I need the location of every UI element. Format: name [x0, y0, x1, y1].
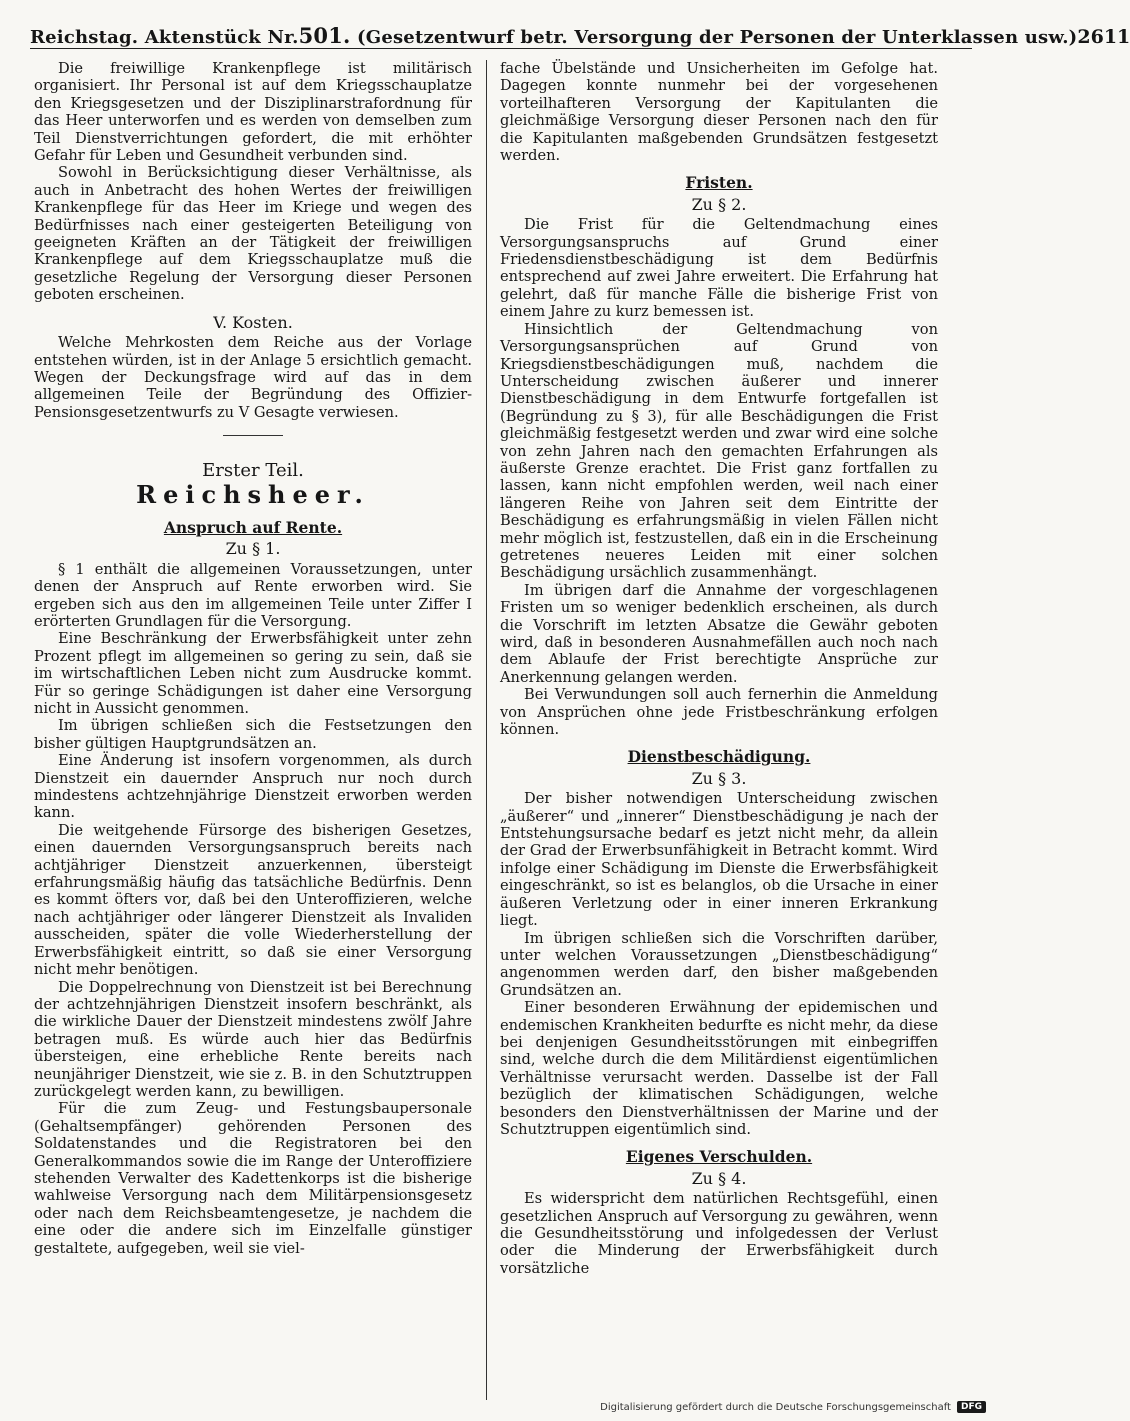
- section-divider: [223, 435, 283, 436]
- section-heading-anspruch: Anspruch auf Rente.: [163, 517, 343, 537]
- paragraph: Die freiwillige Krankenpflege ist militärisch organisiert. Ihr Personal ist auf dem Kriegsschauplatze den Kriegsgesetzen und der Disziplinarstrafordnung für das Heer unterworfen und es werden von demselben zum Teil Dienstverrichtungen gefordert, die mit erhöhter Gefahr für Leben und Gesundheit verbunden sind.: [34, 60, 472, 165]
- column-divider: [486, 60, 487, 1400]
- paragraph: fache Übelstände und Unsicherheiten im Gefolge hat. Dagegen konnte nunmehr bei der vorgesehenen vorteilhafteren Versorgung der Kapitulanten die gleichmäßige Versorgung dieser Personen nach den für die Kapitulanten maßgebenden Grundsätzen festgesetzt werden.: [500, 60, 938, 165]
- paragraph: Eine Änderung ist insofern vorgenommen, als durch Dienstzeit ein dauernder Anspruch nur noch durch mindestens achtzehnjährige Dienstzeit erworben werden kann.: [34, 752, 472, 822]
- paragraph: Die Frist für die Geltendmachung eines Versorgungsanspruchs auf Grund einer Friedensdienstbeschädigung ist dem Bedürfnis entsprechend auf zwei Jahre erweitert. Die Erfahrung hat gelehrt, daß für manche Fälle die bisherige Frist von einem Jahre zu kurz bemessen ist.: [500, 216, 938, 321]
- paragraph: Für die zum Zeug- und Festungsbaupersonale (Gehaltsempfänger) gehörenden Personen des Soldatenstandes und die Registratoren bei den Generalkommandos sowie die im Range der Unteroffiziere stehenden Verwalter des Kadettenkorps ist die bisherige wahlweise Versorgung nach dem Militärpensionsgesetz oder nach dem Reichsbeamtengesetze, je nachdem die eine oder die andere sich im Einzelfalle günstiger gestaltete, aufgegeben, weil sie viel-: [34, 1100, 472, 1257]
- digitization-credit: [600, 1401, 986, 1413]
- paragraph-ref: Zu § 4.: [691, 1168, 747, 1188]
- paragraph: Im übrigen darf die Annahme der vorgeschlagenen Fristen um so weniger bedenklich erscheinen, als durch die Vorschrift im letzten Absatze die Gewähr geboten wird, daß in besonderen Ausnahmefällen auch noch nach dem Ablaufe der Frist berechtigte Ansprüche zur Anerkennung gelangen werden.: [500, 581, 938, 686]
- credit-text: Digitalisierung gefördert durch die Deutsche Forschungsgemeinschaft: [600, 1401, 951, 1413]
- paragraph-ref: Zu § 3.: [691, 768, 747, 788]
- paragraph: Die weitgehende Fürsorge des bisherigen Gesetzes, einen dauernden Versorgungsanspruch bereits nach achtjähriger Dienstzeit anzuerkennen, übersteigt erfahrungsmäßig häufig das tatsächliche Bedürfnis. Denn es kommt öfters vor, daß bei den Unteroffizieren, welche nach achtjähriger oder längerer Dienstzeit als Invaliden ausscheiden, später die volle Wiederherstellung der Erwerbsfähigkeit eintritt, so daß sie einer Versorgung nicht mehr benötigen.: [34, 821, 472, 979]
- paragraph: Welche Mehrkosten dem Reiche aus der Vorlage entstehen würden, ist in der Anlage 5 ersichtlich gemacht. Wegen der Deckungsfrage wird auf das in dem allgemeinen Teile der Begründung des Offizier-Pensionsgesetzentwurfs zu V Gesagte verwiesen.: [34, 334, 472, 421]
- header-title: (Gesetzentwurf betr. Versorgung der Personen der Unterklassen usw.): [357, 27, 1078, 48]
- header-number: 501.: [298, 23, 351, 48]
- section-heading-kosten: V. Kosten.: [213, 312, 293, 332]
- section-heading-verschulden: Eigenes Verschulden.: [625, 1147, 813, 1167]
- part-title: Erster Teil.: [202, 460, 304, 482]
- paragraph: Hinsichtlich der Geltendmachung von Versorgungsansprüchen auf Grund von Kriegsdienstbeschädigungen muß, nachdem die Unterscheidung zwischen äußerer und innerer Dienstbeschädigung in dem Entwurfe fortgefallen ist (Begründung zu § 3), für alle Beschädigungen die Frist gleichmäßig festgesetzt werden und zwar wird eine solche von zehn Jahren nach den gemachten Erfahrungen als äußerste Grenze erachtet. Die Frist ganz fortfallen zu lassen, kann nicht empfohlen werden, weil nach einer längeren Reihe von Jahren seit dem Eintritte der Beschädigung es erfahrungsmäßig in vielen Fällen nicht mehr möglich ist, festzustellen, daß ein in die Erscheinung getretenes neueres Leiden mit einer solchen Beschädigung ursächlich zusammenhängt.: [500, 320, 938, 582]
- paragraph: Im übrigen schließen sich die Festsetzungen den bisher gültigen Hauptgrundsätzen an.: [34, 717, 472, 752]
- right-column: [500, 60, 938, 1380]
- paragraph: Sowohl in Berücksichtigung dieser Verhältnisse, als auch in Anbetracht des hohen Wertes der freiwilligen Krankenpflege für das Heer im Kriege und wegen des Bedürfnisses nach einer gesteigerten Beteiligung von geeigneten Kräften an der Tätigkeit der freiwilligen Krankenpflege auf dem Kriegsschauplatze muß die gesetzliche Regelung der Versorgung dieser Personen geboten erscheinen.: [34, 164, 472, 304]
- running-title: [30, 23, 1077, 48]
- page-number: 2611: [1077, 26, 1130, 48]
- left-column: [34, 60, 472, 1380]
- paragraph: Es widerspricht dem natürlichen Rechtsgefühl, einen gesetzlichen Anspruch auf Versorgung zu gewähren, wenn die Gesundheitsstörung und infolgedessen der Verlust oder die Minderung der Erwerbsfähigkeit durch vorsätzliche: [500, 1190, 938, 1277]
- section-heading-dienstbeschaedigung: Dienstbeschädigung.: [627, 747, 811, 767]
- header-left: Reichstag. Aktenstück Nr.: [30, 27, 299, 48]
- part-subtitle: Reichsheer.: [136, 479, 370, 509]
- paragraph: Im übrigen schließen sich die Vorschriften darüber, unter welchen Voraussetzungen „Dienstbeschädigung“ angenommen werden darf, den bisher maßgebenden Grundsätzen an.: [500, 929, 938, 999]
- paragraph: Die Doppelrechnung von Dienstzeit ist bei Berechnung der achtzehnjährigen Dienstzeit insofern beschränkt, als die wirkliche Dauer der Dienstzeit mindestens zwölf Jahre betragen muß. Es würde auch hier das Bedürfnis übersteigen, eine erhebliche Rente bereits nach neunjähriger Dienstzeit, wie sie z. B. in den Schutztruppen zurückgelegt werden kann, zu bewilligen.: [34, 978, 472, 1100]
- dfg-logo-icon: DFG: [957, 1401, 986, 1413]
- page-header: [30, 14, 1130, 49]
- paragraph: Eine Beschränkung der Erwerbsfähigkeit unter zehn Prozent pflegt im allgemeinen so gering zu sein, daß sie im wirtschaftlichen Leben nicht zum Ausdrucke kommt. Für so geringe Schädigungen ist daher eine Versorgung nicht in Aussicht genommen.: [34, 630, 472, 717]
- paragraph: Einer besonderen Erwähnung der epidemischen und endemischen Krankheiten bedurfte es nicht mehr, da diese bei denjenigen Gesundheitsstörungen mit einbegriffen sind, welche durch die dem Militärdienst eigentümlichen Verhältnisse verursacht werden. Dasselbe ist der Fall bezüglich der klimatischen Schädigungen, welche besonders den Dienstverhältnissen der Marine und der Schutztruppen eigentümlich sind.: [500, 999, 938, 1138]
- paragraph: Bei Verwundungen soll auch fernerhin die Anmeldung von Ansprüchen ohne jede Fristbeschränkung erfolgen können.: [500, 686, 938, 739]
- paragraph: § 1 enthält die allgemeinen Voraussetzungen, unter denen der Anspruch auf Rente erworben wird. Sie ergeben sich aus den im allgemeinen Teile unter Ziffer I erörterten Grundlagen für die Versorgung.: [34, 560, 472, 630]
- paragraph: Der bisher notwendigen Unterscheidung zwischen „äußerer“ und „innerer“ Dienstbeschädigung je nach der Entstehungsursache bedarf es jetzt nicht mehr, da allein der Grad der Erwerbsunfähigkeit in Betracht kommt. Wird infolge einer Schädigung im Dienste die Erwerbsfähigkeit eingeschränkt, so ist es belanglos, ob die Ursache in einer äußeren Verletzung oder in einer inneren Erkrankung liegt.: [500, 790, 938, 930]
- section-heading-fristen: Fristen.: [685, 173, 753, 193]
- paragraph-ref: Zu § 2.: [691, 194, 747, 214]
- paragraph-ref: Zu § 1.: [225, 539, 281, 559]
